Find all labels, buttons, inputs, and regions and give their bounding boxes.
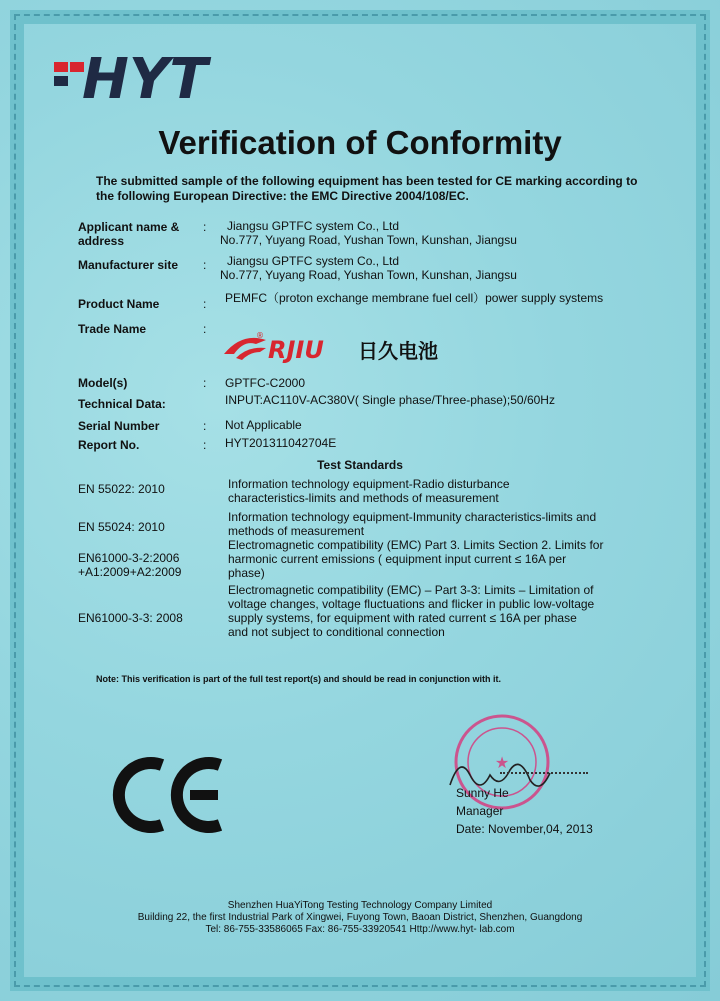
- applicant-label-2: address: [78, 234, 125, 248]
- standard-desc: Electromagnetic compatibility (EMC) Part 3. Limits Section 2. Limits for harmonic current emissions ( equipment input current ≤ 16A per phase): [228, 538, 604, 580]
- signature-line: [500, 772, 588, 774]
- model-value: GPTFC-C2000: [225, 376, 306, 390]
- svg-text:★: ★: [494, 753, 510, 772]
- model-label: Model(s): [78, 376, 128, 390]
- hyt-logo: [48, 44, 228, 106]
- signer-role: Manager: [456, 804, 504, 818]
- page-title: Verification of Conformity: [158, 124, 562, 161]
- brand-latin: RJIU: [268, 336, 324, 364]
- note-text: Note: This verification is part of the full test report(s) and should be read in conjunction with it.: [96, 674, 502, 684]
- colon: :: [203, 220, 207, 234]
- ce-mark: [110, 755, 230, 835]
- manufacturer-value-2: No.777, Yuyang Road, Yushan Town, Kunshan, Jiangsu: [220, 268, 517, 282]
- colon: :: [203, 419, 207, 433]
- applicant-value-2: No.777, Yuyang Road, Yushan Town, Kunshan, Jiangsu: [220, 233, 517, 247]
- footer-contact: Tel: 86-755-33586065 Fax: 86-755-33920541 Http://www.hyt- lab.com: [205, 924, 515, 935]
- logo-text: HYT: [82, 47, 208, 106]
- product-value: PEMFC（proton exchange membrane fuel cell）power supply systems: [225, 291, 604, 305]
- standard-code: EN61000-3-2:2006 +A1:2009+A2:2009: [78, 551, 182, 579]
- report-value: HYT201311042704E: [225, 436, 337, 450]
- test-standards-heading: Test Standards: [317, 458, 403, 472]
- signer-date: Date: November,04, 2013: [456, 822, 593, 836]
- intro-text: The submitted sample of the following equipment has been tested for CE marking according to the following European Directive: the EMC Directive 2004/108/EC.: [96, 174, 638, 203]
- colon: :: [203, 376, 207, 390]
- standard-code: EN 55024: 2010: [78, 520, 165, 534]
- brand-chinese: 日久电池: [358, 339, 438, 363]
- colon: :: [203, 322, 207, 336]
- footer-address: Building 22, the first Industrial Park of Xingwei, Fuyong Town, Baoan District, Shenzhen, Guangdong: [137, 912, 583, 923]
- report-label: Report No.: [78, 438, 140, 452]
- colon: :: [203, 297, 207, 311]
- footer-company: Shenzhen HuaYiTong Testing Technology Company Limited: [227, 900, 493, 911]
- signer-name: Sunny He: [456, 786, 509, 800]
- manufacturer-value-1: Jiangsu GPTFC system Co., Ltd: [227, 254, 400, 268]
- standard-desc: Information technology equipment-Radio disturbance characteristics-limits and methods of measurement: [228, 477, 510, 505]
- colon: :: [203, 258, 207, 272]
- standard-desc: Information technology equipment-Immunity characteristics-limits and methods of measurement: [228, 510, 597, 538]
- standard-code: EN 55022: 2010: [78, 482, 165, 496]
- colon: :: [203, 438, 207, 452]
- serial-value: Not Applicable: [225, 418, 302, 432]
- product-label: Product Name: [78, 297, 160, 311]
- applicant-value-1: Jiangsu GPTFC system Co., Ltd: [227, 219, 400, 233]
- svg-text:®: ®: [256, 331, 264, 340]
- manufacturer-label: Manufacturer site: [78, 258, 179, 272]
- rjiu-brand-logo: [222, 330, 462, 364]
- standard-desc: Electromagnetic compatibility (EMC) – Part 3-3: Limits – Limitation of voltage changes, voltage fluctuations and flicker in public low-voltage supply systems, for equipment with rated current ≤ 16A per phase and not subject to conditional connection: [228, 583, 595, 639]
- trade-label: Trade Name: [78, 322, 147, 336]
- tech-label: Technical Data:: [78, 397, 166, 411]
- standard-code: EN61000-3-3: 2008: [78, 611, 183, 625]
- serial-label: Serial Number: [78, 419, 160, 433]
- tech-value: INPUT:AC110V-AC380V( Single phase/Three-phase);50/60Hz: [225, 393, 555, 407]
- applicant-label-1: Applicant name &: [78, 220, 180, 234]
